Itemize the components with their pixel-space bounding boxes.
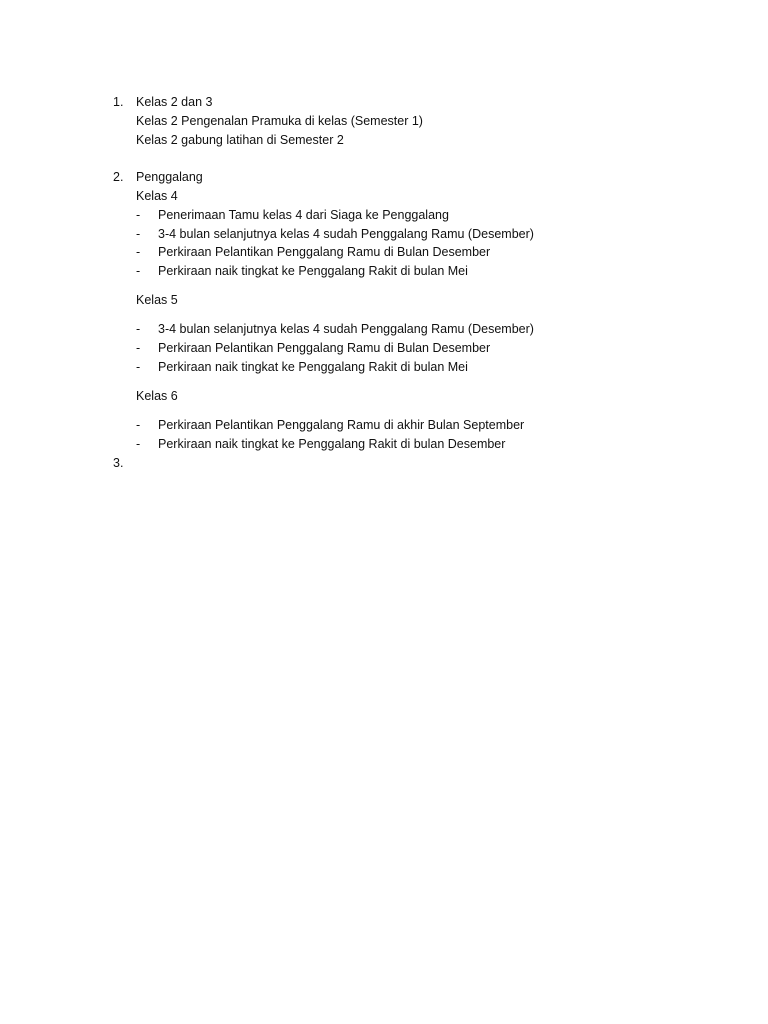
bullet-marker: - bbox=[136, 227, 141, 241]
bullet-marker: - bbox=[136, 264, 141, 278]
bullet-text: Perkiraan naik tingkat ke Penggalang Rakit di bulan Mei bbox=[158, 360, 468, 374]
bullet-marker: - bbox=[136, 322, 141, 336]
bullet-text: Penerimaan Tamu kelas 4 dari Siaga ke Penggalang bbox=[158, 208, 449, 222]
list-item-line: Kelas 2 gabung latihan di Semester 2 bbox=[136, 133, 344, 147]
bullet-marker: - bbox=[136, 208, 141, 222]
bullet-marker: - bbox=[136, 341, 141, 355]
bullet-marker: - bbox=[136, 245, 141, 259]
list-item-heading: Penggalang bbox=[136, 170, 203, 184]
list-number: 1. bbox=[113, 95, 124, 109]
bullet-marker: - bbox=[136, 360, 141, 374]
bullet-text: Perkiraan Pelantikan Penggalang Ramu di akhir Bulan September bbox=[158, 418, 525, 432]
bullet-text: Perkiraan naik tingkat ke Penggalang Rakit di bulan Mei bbox=[158, 264, 468, 278]
list-number: 2. bbox=[113, 170, 124, 184]
group-label: Kelas 5 bbox=[136, 293, 178, 307]
group-label: Kelas 4 bbox=[136, 189, 178, 203]
bullet-text: Perkiraan Pelantikan Penggalang Ramu di Bulan Desember bbox=[158, 245, 491, 259]
bullet-text: 3-4 bulan selanjutnya kelas 4 sudah Penggalang Ramu (Desember) bbox=[158, 322, 534, 336]
bullet-text: 3-4 bulan selanjutnya kelas 4 sudah Penggalang Ramu (Desember) bbox=[158, 227, 534, 241]
group-label: Kelas 6 bbox=[136, 389, 178, 403]
bullet-text: Perkiraan Pelantikan Penggalang Ramu di Bulan Desember bbox=[158, 341, 491, 355]
list-item-line: Kelas 2 Pengenalan Pramuka di kelas (Semester 1) bbox=[136, 114, 423, 128]
list-item-heading: Kelas 2 dan 3 bbox=[136, 95, 213, 109]
bullet-text: Perkiraan naik tingkat ke Penggalang Rakit di bulan Desember bbox=[158, 437, 506, 451]
bullet-marker: - bbox=[136, 418, 141, 432]
bullet-marker: - bbox=[136, 437, 141, 451]
list-number: 3. bbox=[113, 456, 124, 470]
